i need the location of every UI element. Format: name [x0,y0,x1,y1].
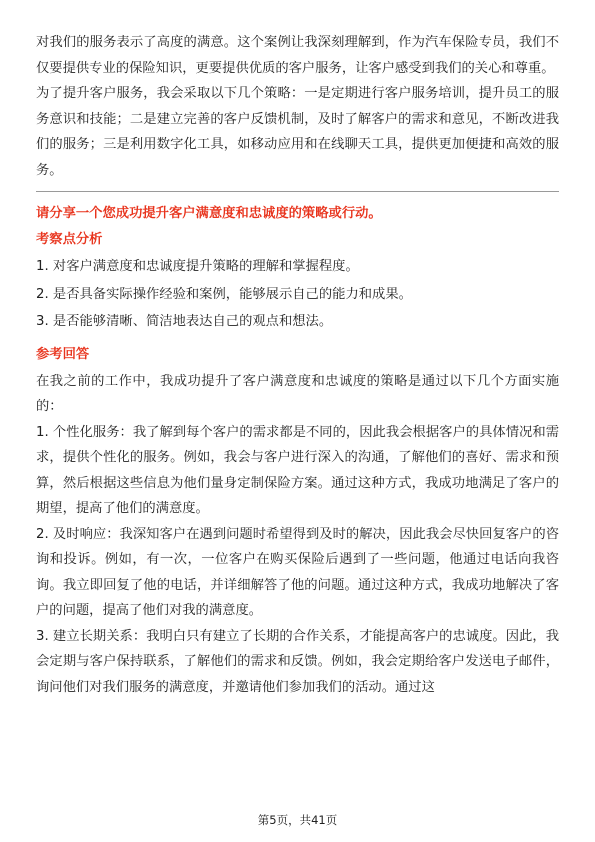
analysis-item: 3. 是否能够清晰、简洁地表达自己的观点和想法。 [36,314,333,329]
answer-paragraph: 在我之前的工作中，我成功提升了客户满意度和忠诚度的策略是通过以下几个方面实施的： [36,373,559,414]
analysis-heading: 考察点分析 [36,232,103,247]
analysis-item: 2. 是否具备实际操作经验和案例，能够展示自己的能力和成果。 [36,286,412,302]
interview-question: 请分享一个您成功提升客户满意度和忠诚度的策略或行动。 [36,206,382,221]
section-divider [36,191,559,192]
document-page [36,30,559,700]
intro-paragraph: 为了提升客户服务，我会采取以下几个策略：一是定期进行客户服务培训，提升员工的服务意识和技能；二是建立完善的客户反馈机制，及时了解客户的需求和意见，不断改进我们的服务；三是利用数字化工具，如移动应用和在线聊天工具，提供更加便捷和高效的服务。 [36,86,559,178]
answer-paragraph: 3. 建立长期关系：我明白只有建立了长期的合作关系，才能提高客户的忠诚度。因此，我会定期与客户保持联系，了解他们的需求和反馈。例如，我会定期给客户发送电子邮件，询问他们对我们服务的满意度，并邀请他们参加我们的活动。通过这 [36,628,559,695]
answer-paragraph: 1. 个性化服务：我了解到每个客户的需求都是不同的，因此我会根据客户的具体情况和需求，提供个性化的服务。例如，我会与客户进行深入的沟通，了解他们的喜好、需求和预算，然后根据这些信息为他们量身定制保险方案。通过这种方式，我成功地满足了客户的期望，提高了他们的满意度。 [36,424,559,516]
answer-paragraph: 2. 及时响应：我深知客户在遇到问题时希望得到及时的解决，因此我会尽快回复客户的咨询和投诉。例如，有一次，一位客户在购买保险后遇到了一些问题，他通过电话向我咨询。我立即回复了他的电话，并详细解答了他的问题。通过这种方式，我成功地解决了客户的问题，提高了他们对我的满意度。 [36,526,559,618]
page-footer: 第5页，共41页 [257,813,338,827]
answer-heading: 参考回答 [36,346,90,362]
analysis-item: 1. 对客户满意度和忠诚度提升策略的理解和掌握程度。 [36,259,359,274]
intro-paragraph: 对我们的服务表示了高度的满意。这个案例让我深刻理解到，作为汽车保险专员，我们不仅要提供专业的保险知识，更要提供优质的客户服务，让客户感受到我们的关心和尊重。 [36,35,559,76]
analysis-list [36,254,559,335]
